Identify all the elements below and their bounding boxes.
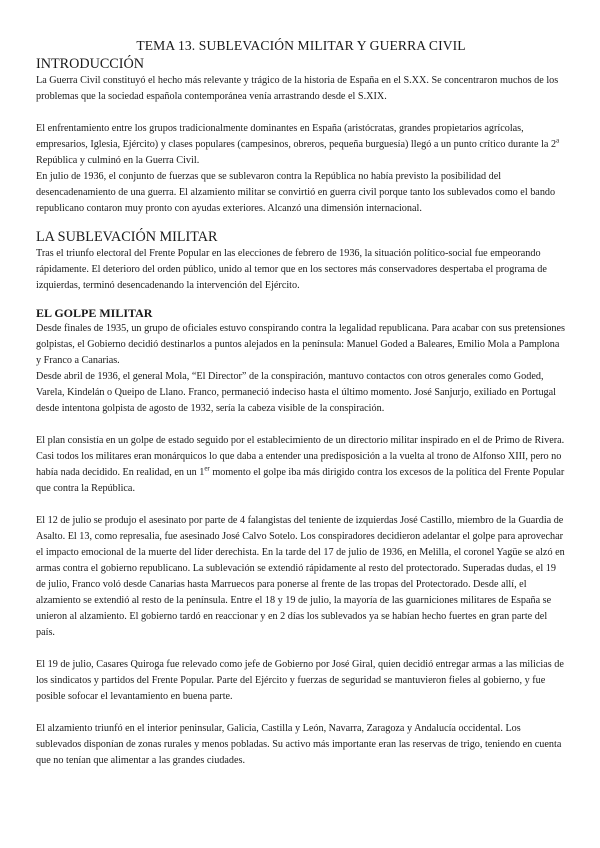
golpe-paragraph-6: El alzamiento triunfó en el interior peninsular, Galicia, Castilla y León, Navarra, Zaragoza y Andalucía occidental. Los sublevados disponían de zonas rurales y menos pobladas. Su activo más importante eran las reservas de trigo, teniendo en cuenta que no tenían que alimentar a las grandes ciudades.: [36, 723, 562, 766]
golpe-paragraph-2: Desde abril de 1936, el general Mola, “El Director” de la conspiración, mantuvo contactos con otros generales como Goded, Varela, Kindelán o Queipo de Llano. Franco, permaneció indeciso hasta el último momento. José Sanjurjo, exiliado en Portugal desde intentona golpista de agosto de 1932, sería la cabeza visible de la conspiración.: [36, 371, 556, 414]
golpe-paragraph-4: El 12 de julio se produjo el asesinato por parte de 4 falangistas del teniente de izquierdas José Castillo, miembro de la Guardia de Asalto. El 13, como represalia, fue asesinado José Calvo Sotelo. Los conspiradores decidieron adelantar el golpe para aprovechar el impacto emocional de la muerte del líder derechista. En la tarde del 17 de julio de 1936, en Melilla, el coronel Yagüe se alzó en armas contra el gobierno republicano. La sublevación se extendió rápidamente al resto del protectorado. Superadas dudas, el 19 de julio, Franco voló desde Canarias hasta Marruecos para ponerse al frente de las tropas del Protectorado. Desde allí, el alzamiento se extendió al resto de la península. Entre el 18 y 19 de julio, la mayoría de las guarniciones militares de España se unieron al alzamiento. El gobierno tardó en reaccionar y en 2 días los sublevados ya se habían hecho fuertes en gran parte del país.: [36, 515, 565, 638]
sublevacion-heading: LA SUBLEVACIÓN MILITAR: [36, 229, 218, 245]
document-title: TEMA 13. SUBLEVACIÓN MILITAR Y GUERRA CIVIL: [136, 38, 466, 53]
golpe-paragraph-3: El plan consistía en un golpe de estado seguido por el establecimiento de un directorio militar inspirado en el de Primo de Rivera. Casi todos los militares eran monárquicos lo que daba a entender una predisposición a la vuelta al trono de Alfonso XIII, pero no había nada decidido. En realidad, en un 1er momento el golpe iba más dirigido contra los excesos de la política del Frente Popular que contra la República.: [36, 435, 565, 494]
intro-paragraph-2: El enfrentamiento entre los grupos tradicionalmente dominantes en España (aristócratas, grandes propietarios agrícolas, empresarios, Iglesia, Ejército) y clases populares (campesinos, obreros, pequeña burguesía) llegó a un punto crítico durante la 2$^a$ República y culminó en la Guerra Civil.: [36, 123, 560, 166]
intro-paragraph-1: La Guerra Civil constituyó el hecho más relevante y trágico de la historia de España en el S.XX. Se concentraron muchos de los problemas que la sociedad española contemporánea venía arrastrando desde el S.XIX.: [36, 75, 559, 102]
superscript: er: [204, 464, 210, 473]
golpe-paragraph-5: El 19 de julio, Casares Quiroga fue relevado como jefe de Gobierno por José Giral, quien decidió entregar armas a las milicias de los sindicatos y partidos del Frente Popular. Parte del Ejército y fuerzas de seguridad se mantuvieron fieles al gobierno, y fue posible sofocar el levantamiento en buena parte.: [36, 659, 564, 702]
golpe-heading: EL GOLPE MILITAR: [36, 306, 153, 320]
sublevacion-paragraph-1: Tras el triunfo electoral del Frente Popular en las elecciones de febrero de 1936, la situación político-social fue empeorando rápidamente. El deterioro del orden público, unido al temor que en los sectores más conservadores despertaba el programa de izquierdas, terminó desencadenando la intervención del Ejército.: [36, 248, 547, 291]
superscript: a: [556, 136, 560, 145]
document-page: [36, 38, 566, 769]
intro-heading: INTRODUCCIÓN: [36, 56, 144, 72]
golpe-paragraph-1: Desde finales de 1935, un grupo de oficiales estuvo conspirando contra la legalidad republicana. Para acabar con sus pretensiones golpistas, el Gobierno decidió destinarlos a puntos alejados en la península: Manuel Goded a Baleares, Emilio Mola a Pamplona y Franco a Canarias.: [36, 323, 565, 366]
intro-paragraph-3: En julio de 1936, el conjunto de fuerzas que se sublevaron contra la República no había previsto la posibilidad del desencadenamiento de una guerra. El alzamiento militar se convirtió en guerra civil porque tanto los sublevados como el bando republicano contaron muy pronto con ayudas exteriores. Alcanzó una dimensión internacional.: [36, 171, 556, 214]
